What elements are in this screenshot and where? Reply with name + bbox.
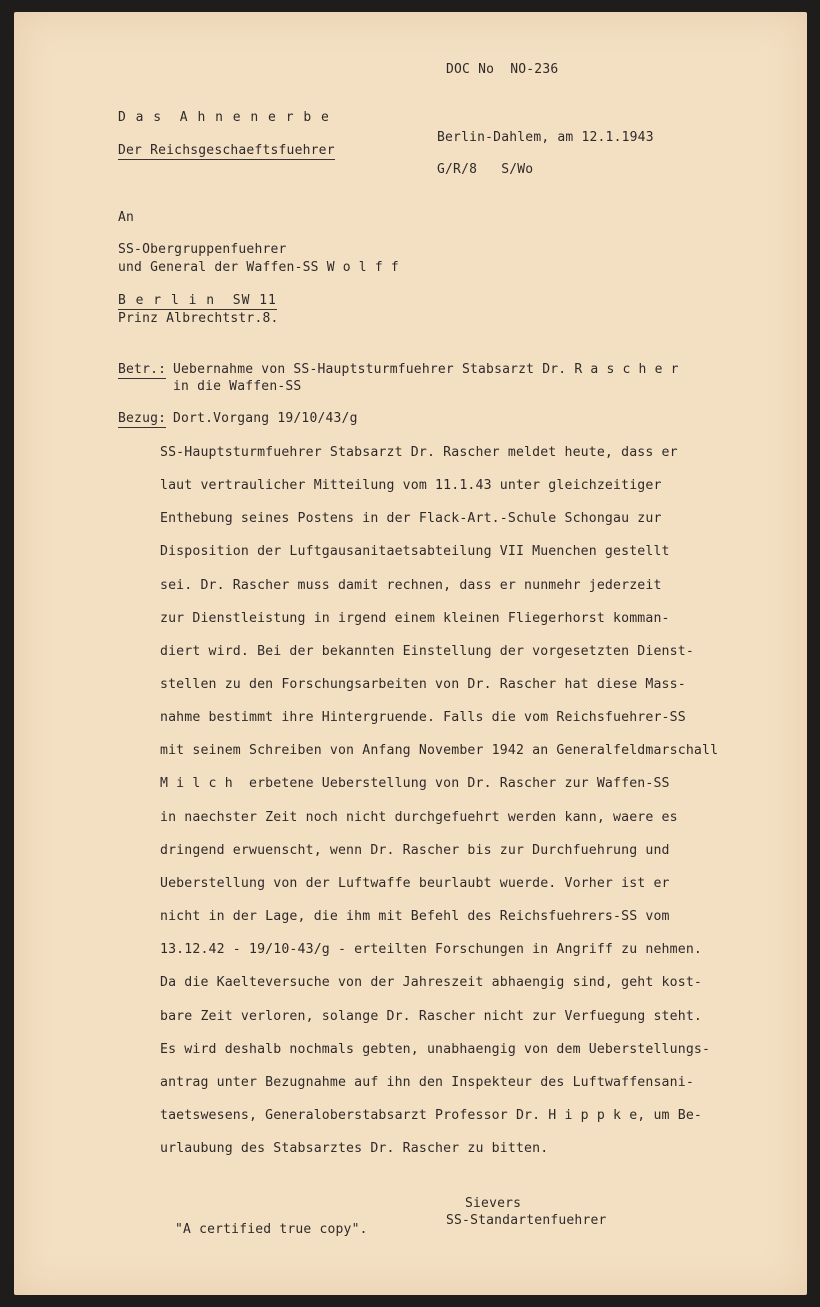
body-line: dringend erwuenscht, wenn Dr. Rascher bis zur Durchfuehrung und [160,843,670,858]
recipient-line-2: und General der Waffen-SS W o l f f [118,260,399,275]
recipient-city: B e r l i n SW 11 [118,293,277,308]
body-line: bare Zeit verloren, solange Dr. Rascher nicht zur Verfuegung steht. [160,1009,702,1024]
body-line: nicht in der Lage, die ihm mit Befehl des Reichsfuehrers-SS vom [160,909,670,924]
org-name: D a s A h n e n e r b e [118,110,330,125]
reference-label: Bezug: [118,411,167,426]
body-line: diert wird. Bei der bekannten Einstellung der vorgesetzten Dienst- [160,644,694,659]
body-line: SS-Hauptsturmfuehrer Stabsarzt Dr. Rascher meldet heute, dass er [160,445,678,460]
signature-name: Sievers [465,1196,522,1211]
body-line: laut vertraulicher Mitteilung vom 11.1.43 unter gleichzeitiger [160,478,662,493]
body-line: Enthebung seines Postens in der Flack-Art.-Schule Schongau zur [160,511,662,526]
body-line: sei. Dr. Rascher muss damit rechnen, dass er nunmehr jederzeit [160,578,662,593]
body-line: mit seinem Schreiben von Anfang November 1942 an Generalfeldmarschall [160,743,719,758]
recipient-line-1: SS-Obergruppenfuehrer [118,242,287,257]
signature-rank: SS-Standartenfuehrer [446,1213,607,1228]
body-line: M i l c h erbetene Ueberstellung von Dr. Rascher zur Waffen-SS [160,776,670,791]
body-line: 13.12.42 - 19/10-43/g - erteilten Forschungen in Angriff zu nehmen. [160,942,702,957]
recipient-street: Prinz Albrechtstr.8. [118,311,279,326]
body-line: Ueberstellung von der Luftwaffe beurlaubt wuerde. Vorher ist er [160,876,670,891]
body-line: antrag unter Bezugnahme auf ihn den Inspekteur des Luftwaffensani- [160,1075,694,1090]
doc-number: DOC No NO-236 [446,62,559,77]
to-label: An [118,210,135,225]
body-line: zur Dienstleistung in irgend einem kleinen Fliegerhorst komman- [160,611,670,626]
body-line: Da die Kaelteversuche von der Jahreszeit abhaengig sind, geht kost- [160,975,702,990]
body-line: Disposition der Luftgausanitaetsabteilung VII Muenchen gestellt [160,544,670,559]
subject-line-2: in die Waffen-SS [173,379,302,394]
reference-text: Dort.Vorgang 19/10/43/g [173,411,358,426]
body-line: stellen zu den Forschungsarbeiten von Dr. Rascher hat diese Mass- [160,677,686,692]
place-date: Berlin-Dahlem, am 12.1.1943 [437,130,654,145]
body-line: urlaubung des Stabsarztes Dr. Rascher zu bitten. [160,1141,549,1156]
subject-label: Betr.: [118,362,167,377]
body-line: in naechster Zeit noch nicht durchgefuehrt werden kann, waere es [160,810,678,825]
body-line: taetswesens, Generaloberstabsarzt Professor Dr. H i p p k e, um Be- [160,1108,702,1123]
subject-line-1: Uebernahme von SS-Hauptsturmfuehrer Stabsarzt Dr. R a s c h e r [173,362,679,377]
reference-code: G/R/8 S/Wo [437,162,534,177]
body-line: Es wird deshalb nochmals gebten, unabhaengig von dem Ueberstellungs- [160,1042,711,1057]
org-title: Der Reichsgeschaeftsfuehrer [118,143,335,158]
body-line: nahme bestimmt ihre Hintergruende. Falls die vom Reichsfuehrer-SS [160,710,686,725]
certification-note: "A certified true copy". [175,1222,368,1237]
